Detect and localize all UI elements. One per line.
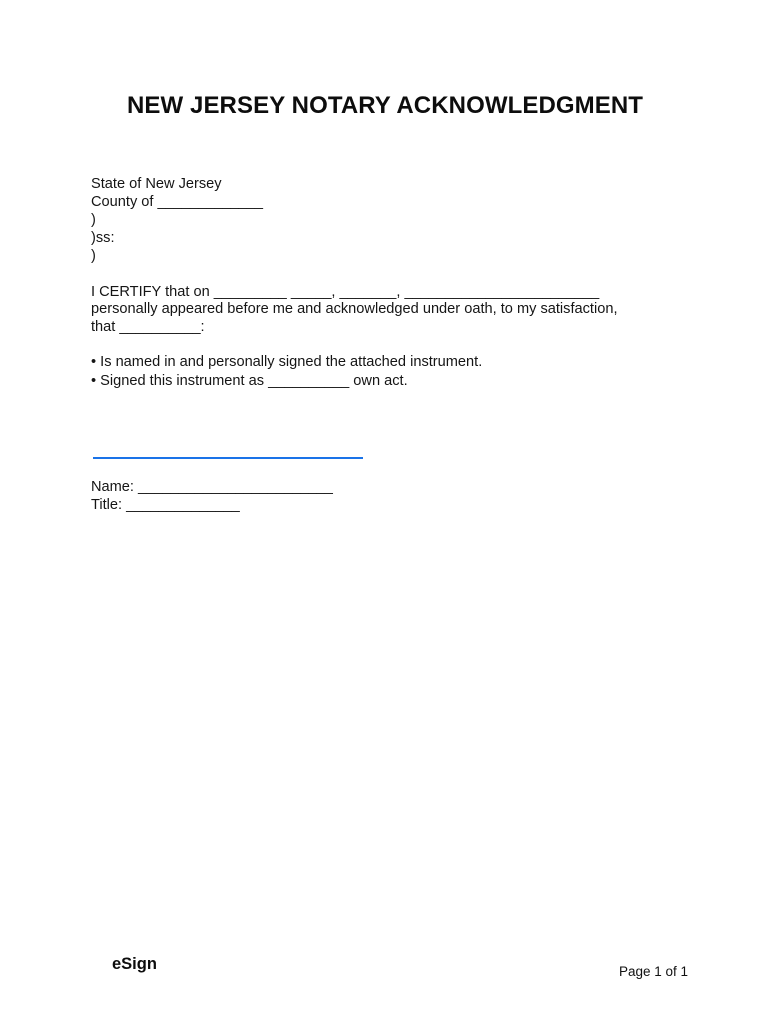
document-title: NEW JERSEY NOTARY ACKNOWLEDGMENT <box>126 92 644 119</box>
certify-line-3: that __________: <box>91 319 205 335</box>
bullet-item-signed: • Signed this instrument as __________ own act. <box>91 373 408 389</box>
state-line: State of New Jersey <box>91 176 222 192</box>
page-number: Page 1 of 1 <box>619 964 689 979</box>
esign-logo: eSign <box>112 955 157 973</box>
venue-ss-line: )ss: <box>91 230 115 246</box>
title-line: Title: ______________ <box>91 497 240 513</box>
venue-paren-open: ) <box>91 212 96 228</box>
certify-line-1: I CERTIFY that on _________ _____, _______, ________________________ <box>91 284 600 300</box>
name-line: Name: ________________________ <box>91 479 333 495</box>
county-line: County of _____________ <box>91 194 264 210</box>
venue-paren-close: ) <box>91 248 96 264</box>
bullet-item-named: • Is named in and personally signed the attached instrument. <box>91 354 483 370</box>
signature-line[interactable] <box>93 457 363 459</box>
certify-line-2: personally appeared before me and acknowledged under oath, to my satisfaction, <box>91 301 618 317</box>
